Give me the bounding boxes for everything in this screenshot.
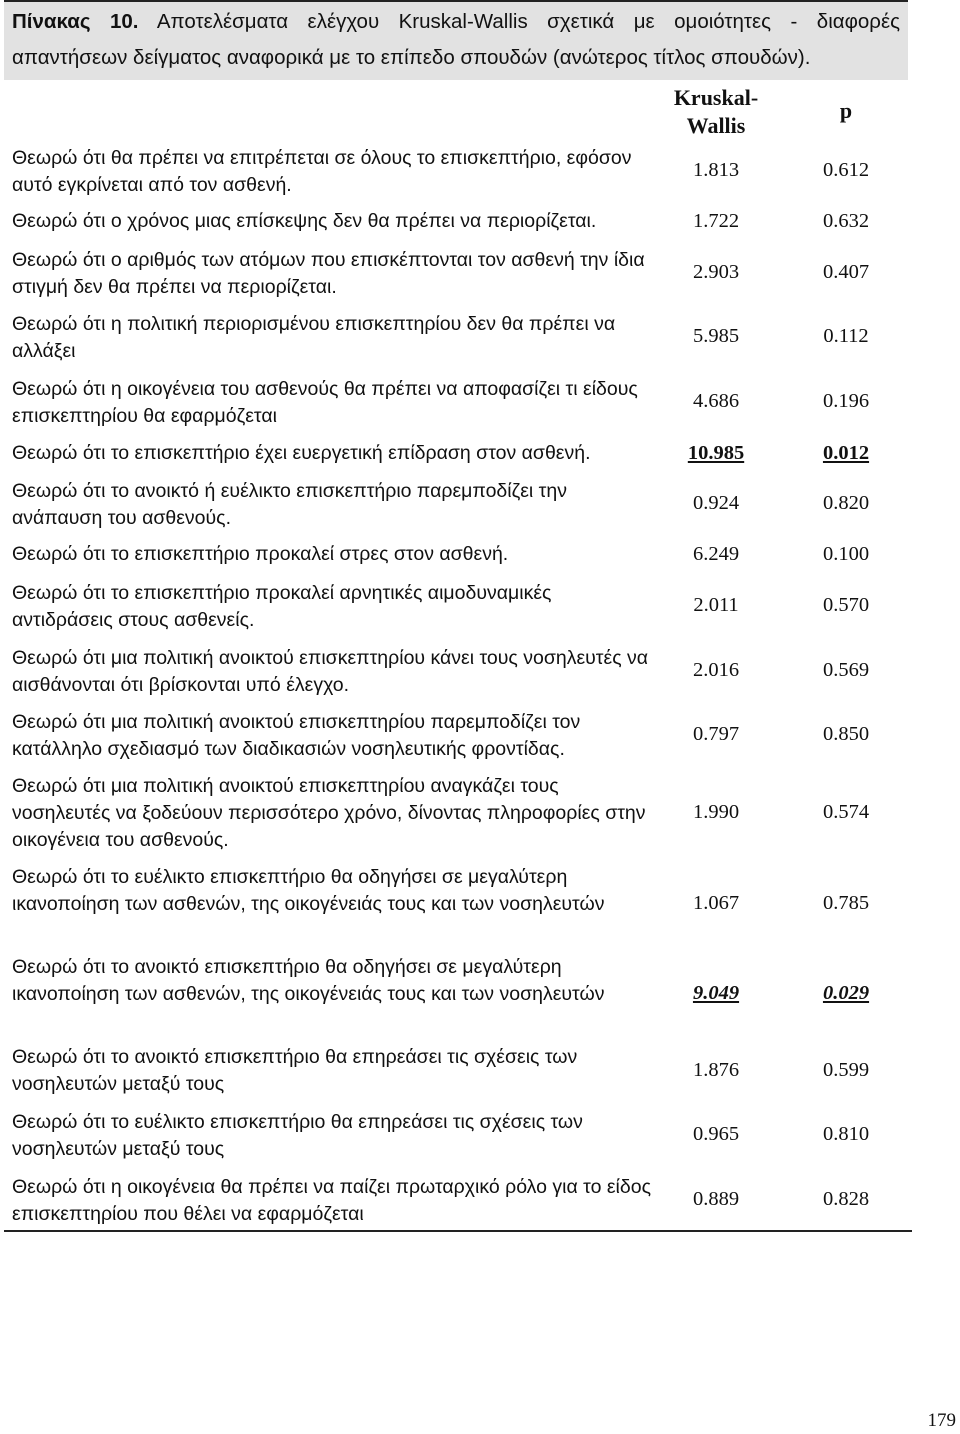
caption-text-line2: απαντήσεων δείγματος αναφορικά με το επίπεδο σπουδών (ανώτερος τίτλος σπουδών). <box>12 46 811 69</box>
p-value: 0.570 <box>822 594 870 616</box>
p-value: 0.828 <box>822 1188 870 1210</box>
p-value: 0.407 <box>822 261 870 283</box>
statement: Θεωρώ ότι το ευέλικτο επισκεπτήριο θα επηρεάσει τις σχέσεις των νοσηλευτών μεταξύ τους <box>12 1111 583 1160</box>
column-header-p: p <box>839 98 853 123</box>
table-label: Πίνακας 10. <box>12 10 139 33</box>
column-header-kruskal-wallis: Kruskal- Wallis <box>673 85 759 138</box>
kruskal-wallis-value: 1.813 <box>692 159 740 181</box>
kruskal-wallis-value: 0.965 <box>692 1123 740 1145</box>
statement: Θεωρώ ότι το ανοικτό επισκεπτήριο θα επηρεάσει τις σχέσεις των νοσηλευτών μεταξύ τους <box>12 1046 578 1095</box>
p-value: 0.599 <box>822 1059 870 1081</box>
kruskal-wallis-value: 4.686 <box>692 390 740 412</box>
page-number: 179 <box>927 1410 956 1431</box>
kruskal-wallis-value: 2.011 <box>693 594 739 616</box>
p-value: 0.029 <box>822 982 870 1004</box>
statement: Θεωρώ ότι ο αριθμός των ατόμων που επισκέπτονται τον ασθενή την ίδια στιγμή δεν θα πρέπει να περιορίζεται. <box>12 249 645 298</box>
statement: Θεωρώ ότι η οικογένεια θα πρέπει να παίζει πρωταρχικό ρόλο για το είδος επισκεπτηρίου που θέλει να εφαρμόζεται <box>12 1176 651 1225</box>
p-value: 0.100 <box>822 543 870 565</box>
kruskal-wallis-value: 6.249 <box>692 543 740 565</box>
kruskal-wallis-value: 0.797 <box>692 723 740 745</box>
kruskal-wallis-value: 2.016 <box>692 659 740 681</box>
p-value: 0.012 <box>822 442 870 464</box>
statement: Θεωρώ ότι ο χρόνος μιας επίσκεψης δεν θα πρέπει να περιορίζεται. <box>12 210 597 232</box>
kruskal-wallis-value: 2.903 <box>692 261 740 283</box>
statement: Θεωρώ ότι μια πολιτική ανοικτού επισκεπτηρίου παρεμποδίζει τον κατάλληλο σχεδιασμό των διαδικασιών νοσηλευτικής φροντίδας. <box>12 711 581 760</box>
table-caption <box>4 0 908 80</box>
statement: Θεωρώ ότι θα πρέπει να επιτρέπεται σε όλους το επισκεπτήριο, εφόσον αυτό εγκρίνεται από τον ασθενή. <box>12 147 632 196</box>
p-value: 0.785 <box>822 892 870 914</box>
kruskal-wallis-value: 0.924 <box>692 492 740 514</box>
statement: Θεωρώ ότι το ανοικτό επισκεπτήριο θα οδηγήσει σε μεγαλύτερη ικανοποίηση των ασθενών, της οικογένειάς τους και των νοσηλευτών <box>12 956 605 1005</box>
p-value: 0.569 <box>822 659 870 681</box>
p-value: 0.574 <box>822 801 870 823</box>
statement: Θεωρώ ότι το ανοικτό ή ευέλικτο επισκεπτήριο παρεμποδίζει την ανάπαυση του ασθενούς. <box>12 480 567 529</box>
statement: Θεωρώ ότι μια πολιτική ανοικτού επισκεπτηρίου κάνει τους νοσηλευτές να αισθάνονται ότι βρίσκονται υπό έλεγχο. <box>12 647 649 696</box>
p-value: 0.196 <box>822 390 870 412</box>
p-value: 0.810 <box>822 1123 870 1145</box>
table-bottom-rule <box>4 1230 912 1232</box>
caption-text-line1: Αποτελέσματα ελέγχου Kruskal-Wallis σχετικά με ομοιότητες - διαφορές <box>156 10 900 33</box>
statement: Θεωρώ ότι το ευέλικτο επισκεπτήριο θα οδηγήσει σε μεγαλύτερη ικανοποίηση των ασθενών, της οικογένειάς τους και των νοσηλευτών <box>12 866 605 915</box>
p-value: 0.632 <box>822 210 870 232</box>
p-value: 0.112 <box>823 325 869 347</box>
p-value: 0.850 <box>822 723 870 745</box>
p-value: 0.612 <box>822 159 870 181</box>
statement: Θεωρώ ότι το επισκεπτήριο έχει ευεργετική επίδραση στον ασθενή. <box>12 442 591 464</box>
statement: Θεωρώ ότι το επισκεπτήριο προκαλεί στρες στον ασθενή. <box>12 543 509 565</box>
statement: Θεωρώ ότι η οικογένεια του ασθενούς θα πρέπει να αποφασίζει τι είδους επισκεπτηρίου θα εφαρμόζεται <box>12 378 638 427</box>
statement: Θεωρώ ότι το επισκεπτήριο προκαλεί αρνητικές αιμοδυναμικές αντιδράσεις στους ασθενείς. <box>12 582 552 631</box>
kruskal-wallis-value: 1.067 <box>692 892 740 914</box>
kruskal-wallis-value: 9.049 <box>692 982 740 1004</box>
statement: Θεωρώ ότι η πολιτική περιορισμένου επισκεπτηρίου δεν θα πρέπει να αλλάξει <box>12 313 616 362</box>
kruskal-wallis-value: 10.985 <box>687 442 745 464</box>
statement: Θεωρώ ότι μια πολιτική ανοικτού επισκεπτηρίου αναγκάζει τους νοσηλευτές να ξοδεύουν περισσότερο χρόνο, δίνοντας πληροφορίες στην οικογένεια του ασθενούς. <box>12 775 646 851</box>
kruskal-wallis-value: 1.876 <box>692 1059 740 1081</box>
kruskal-wallis-value: 5.985 <box>692 325 740 347</box>
kruskal-wallis-value: 1.990 <box>692 801 740 823</box>
p-value: 0.820 <box>822 492 870 514</box>
kruskal-wallis-value: 1.722 <box>692 210 740 232</box>
kruskal-wallis-value: 0.889 <box>692 1188 740 1210</box>
